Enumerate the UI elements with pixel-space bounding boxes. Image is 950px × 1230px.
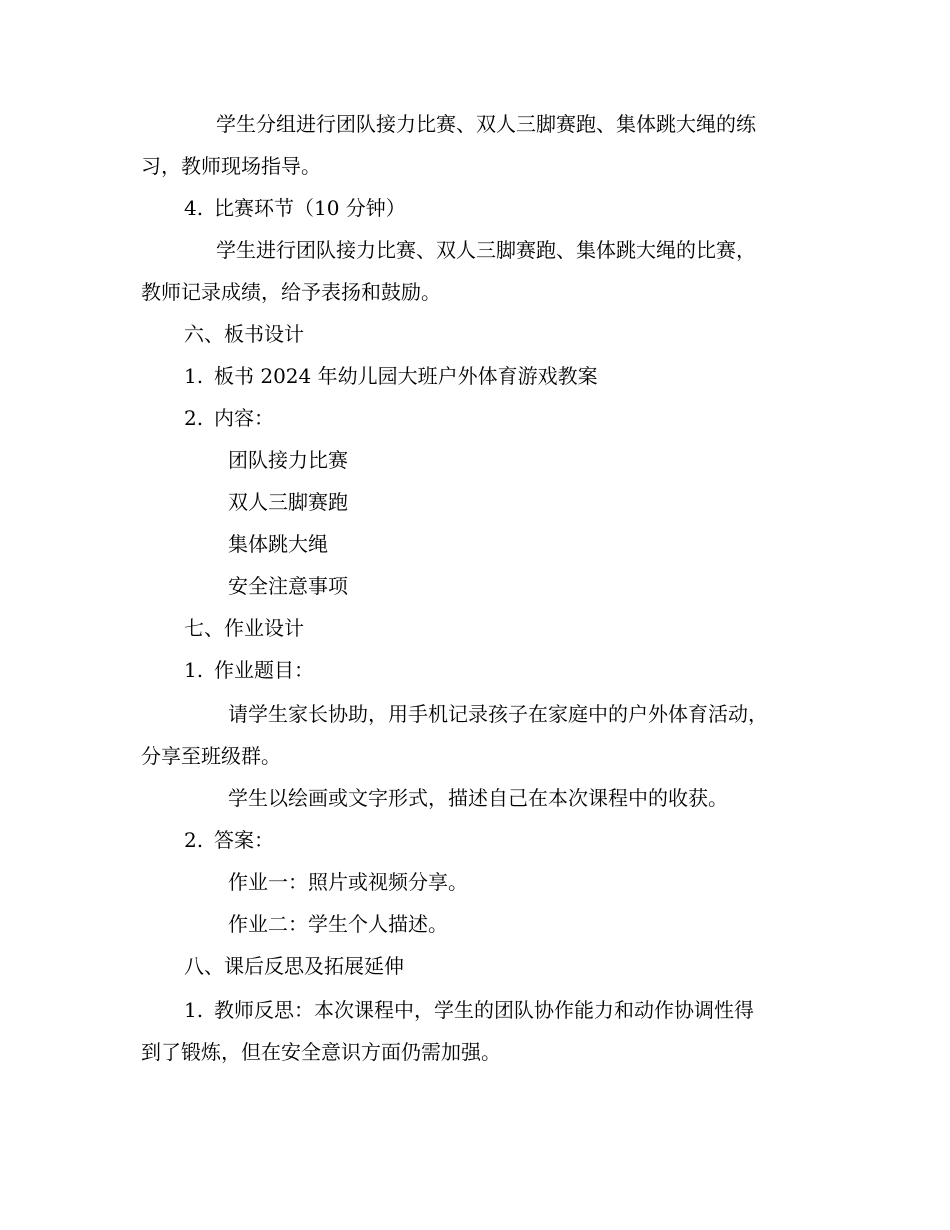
section-6-item-1 bbox=[184, 362, 598, 390]
section-7-item-1 bbox=[184, 656, 314, 684]
section-6-item-2-number: 2. bbox=[184, 406, 204, 430]
list-item-4-number: 4. bbox=[184, 196, 204, 220]
list-item-4 bbox=[184, 194, 406, 222]
section-6-item-1-text: 板书 2024 年幼儿园大班户外体育游戏教案 bbox=[214, 364, 598, 388]
section-6-heading: 六、板书设计 bbox=[184, 322, 304, 346]
section-8-item-1-number: 1. bbox=[184, 998, 204, 1022]
section-7-item-2 bbox=[184, 826, 274, 854]
section-8-item-1 bbox=[184, 996, 754, 1024]
paragraph-1-line-2: 习，教师现场指导。 bbox=[141, 154, 321, 178]
content-item: 安全注意事项 bbox=[228, 574, 348, 598]
section-8-item-1-line-1: 教师反思：本次课程中，学生的团队协作能力和动作协调性得 bbox=[214, 998, 754, 1022]
section-7-item-2-text: 答案： bbox=[214, 828, 274, 852]
task-1-line-2: 分享至班级群。 bbox=[141, 744, 281, 768]
paragraph-1-line-1: 学生分组进行团队接力比赛、双人三脚赛跑、集体跳大绳的练 bbox=[216, 112, 756, 136]
task-2: 学生以绘画或文字形式，描述自己在本次课程中的收获。 bbox=[228, 786, 728, 810]
list-item-4-text: 比赛环节（10 分钟） bbox=[214, 196, 406, 220]
section-6-item-2 bbox=[184, 404, 274, 432]
section-7-item-2-number: 2. bbox=[184, 828, 204, 852]
content-item: 集体跳大绳 bbox=[228, 532, 328, 556]
answer-2: 作业二：学生个人描述。 bbox=[228, 912, 448, 936]
content-item: 团队接力比赛 bbox=[228, 448, 348, 472]
section-6-item-2-text: 内容： bbox=[214, 406, 274, 430]
section-7-item-1-number: 1. bbox=[184, 658, 204, 682]
section-7-item-1-text: 作业题目： bbox=[214, 658, 314, 682]
section-7-heading: 七、作业设计 bbox=[184, 616, 304, 640]
paragraph-2-line-2: 教师记录成绩，给予表扬和鼓励。 bbox=[141, 280, 441, 304]
section-8-item-1-line-2: 到了锻炼，但在安全意识方面仍需加强。 bbox=[141, 1040, 501, 1064]
section-6-item-1-number: 1. bbox=[184, 364, 204, 388]
task-1-line-1: 请学生家长协助，用手机记录孩子在家庭中的户外体育活动， bbox=[228, 702, 768, 726]
content-item: 双人三脚赛跑 bbox=[228, 490, 348, 514]
section-8-heading: 八、课后反思及拓展延伸 bbox=[184, 954, 404, 978]
paragraph-2-line-1: 学生进行团队接力比赛、双人三脚赛跑、集体跳大绳的比赛， bbox=[216, 238, 756, 262]
answer-1: 作业一：照片或视频分享。 bbox=[228, 870, 468, 894]
